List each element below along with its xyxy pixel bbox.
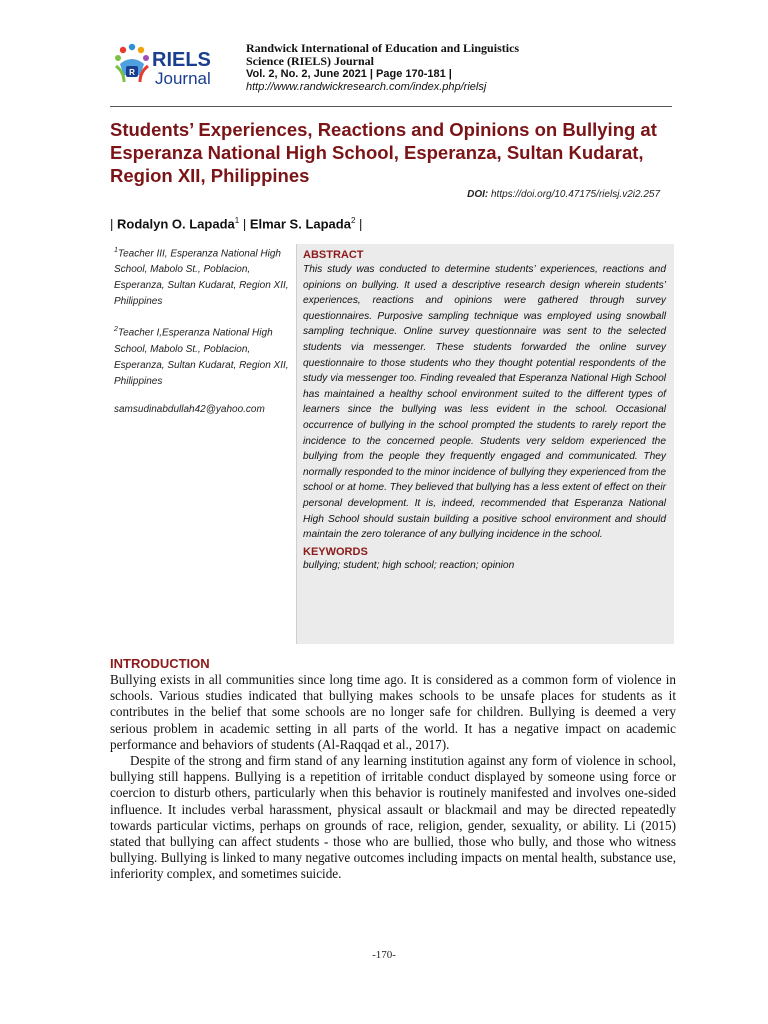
logo-figure-icon (115, 44, 149, 82)
doi-label: DOI: (467, 189, 489, 200)
journal-name-line2: Science (RIELS) Journal (246, 54, 375, 68)
author-name-2: Elmar S. Lapada (249, 216, 351, 232)
abstract-heading: ABSTRACT (303, 249, 364, 261)
article-title: Students’ Experiences, Reactions and Opinions on Bullying at Esperanza National High School, Esperanza, Sultan Kudarat, Region XII, Philippines (110, 119, 657, 186)
author-separator: | (110, 216, 117, 232)
journal-header (110, 40, 672, 100)
author-sup-1: 1 (234, 216, 240, 225)
journal-info (246, 42, 676, 94)
introduction-heading: INTRODUCTION (110, 656, 210, 671)
keywords-heading: KEYWORDS (303, 545, 368, 558)
abstract-text: This study was conducted to determine students’ experiences, reactions and opinions on bullying. It used a descriptive research design wherein students’ experiences, reactions and opinions were gathered through survey questionnaires. Purposive sampling technique was employed using snowball sampling technique. Online survey questionnaire was sent to the selected students via messenger. These students forwarded the online survey questionnaire to those students who they thought potential respondents of the study via messenger too. Finding revealed that Esperanza National High School has maintained a healthy school environment suited to the different types of learners since the bullying was less evident in the school. Occasional occurrence of bullying in the school prompted the students to rarely report the incidence to the concerned people. Students very seldom experienced the bullying from the people they frequently engaged and communicated. They normally responded to the minor incidence of bullying they experienced from the school or at home. They believed that bullying has a less extent of effect on their personal development. It is, indeed, recommended that Esperanza National High School should sustain building a positive school environment and should maintain the zero tolerance of any bullying incidence in the school. (303, 264, 666, 541)
svg-text:R: R (129, 68, 135, 77)
abstract-panel (296, 244, 674, 644)
header-divider (110, 106, 672, 107)
intro-paragraph-1: Bullying exists in all communities since long time ago. It is considered as a common form of violence in schools. Various studies indicated that bullying makes schools to be unsafe places for students as it contributes in the belief that some schools are no longer safe for children. Bullying is deemed a very serious problem in academic setting in all parts of the world. It has a negative impact on academic performance and behaviors of students (Al-Raqqad et al., 2017). (110, 672, 676, 752)
page-number: -170- (372, 949, 396, 961)
affiliation-1: $^1$Teacher III, Esperanza National High School, Mabolo St., Poblacion, Esperanza, Sultan Kudarat, Region XII, Philippines (114, 247, 289, 308)
svg-text:Journal: Journal (155, 69, 211, 88)
intro-paragraph-2: Despite of the strong and firm stand of any learning institution against any form of violence in school, bullying still happens. Bullying is a repetition of irritable conduct displayed by someone using force or coercion to disturb others, particularly when this behavior is routinely manifested and involves one-sided influence. It includes verbal harassment, physical assault or blackmail and may be directed repeatedly towards particular victims, perhaps on grounds of race, religion, gender, sexuality, or ability. Li (2015) stated that bullying can affect students - those who are bullied, those who bully, and those who witness bullying. Bullying is linked to many negative outcomes including impacts on mental health, substance use, inferiority complex, and sometimes suicide. (110, 753, 676, 882)
author-list (110, 216, 362, 231)
volume-info: Vol. 2, No. 2, June 2021 | Page 170-181 | (246, 68, 452, 80)
affiliations (114, 243, 294, 430)
author-sup-2: 2 (350, 216, 356, 225)
affiliation-2: $^2$Teacher I,Esperanza National High School, Mabolo St., Poblacion, Esperanza, Sultan Kudarat, Region XII, Philippines (114, 326, 289, 387)
doi-link[interactable]: https://doi.org/10.47175/rielsj.v2i2.257 (491, 189, 660, 200)
author-separator: | (355, 216, 363, 232)
doi (467, 189, 660, 200)
keywords-text: bullying; student; high school; reaction; opinion (303, 559, 515, 571)
riels-logo (110, 42, 238, 92)
author-email[interactable]: samsudinabdullah42@yahoo.com (114, 403, 265, 415)
author-separator: | (239, 216, 250, 232)
author-name-1: Rodalyn O. Lapada (117, 216, 235, 232)
journal-url-link[interactable]: http://www.randwickresearch.com/index.php/rielsj (246, 81, 487, 93)
introduction-body (110, 672, 676, 883)
journal-name-line1: Randwick International of Education and Linguistics (246, 41, 520, 55)
svg-text:RIELS: RIELS (152, 49, 211, 71)
